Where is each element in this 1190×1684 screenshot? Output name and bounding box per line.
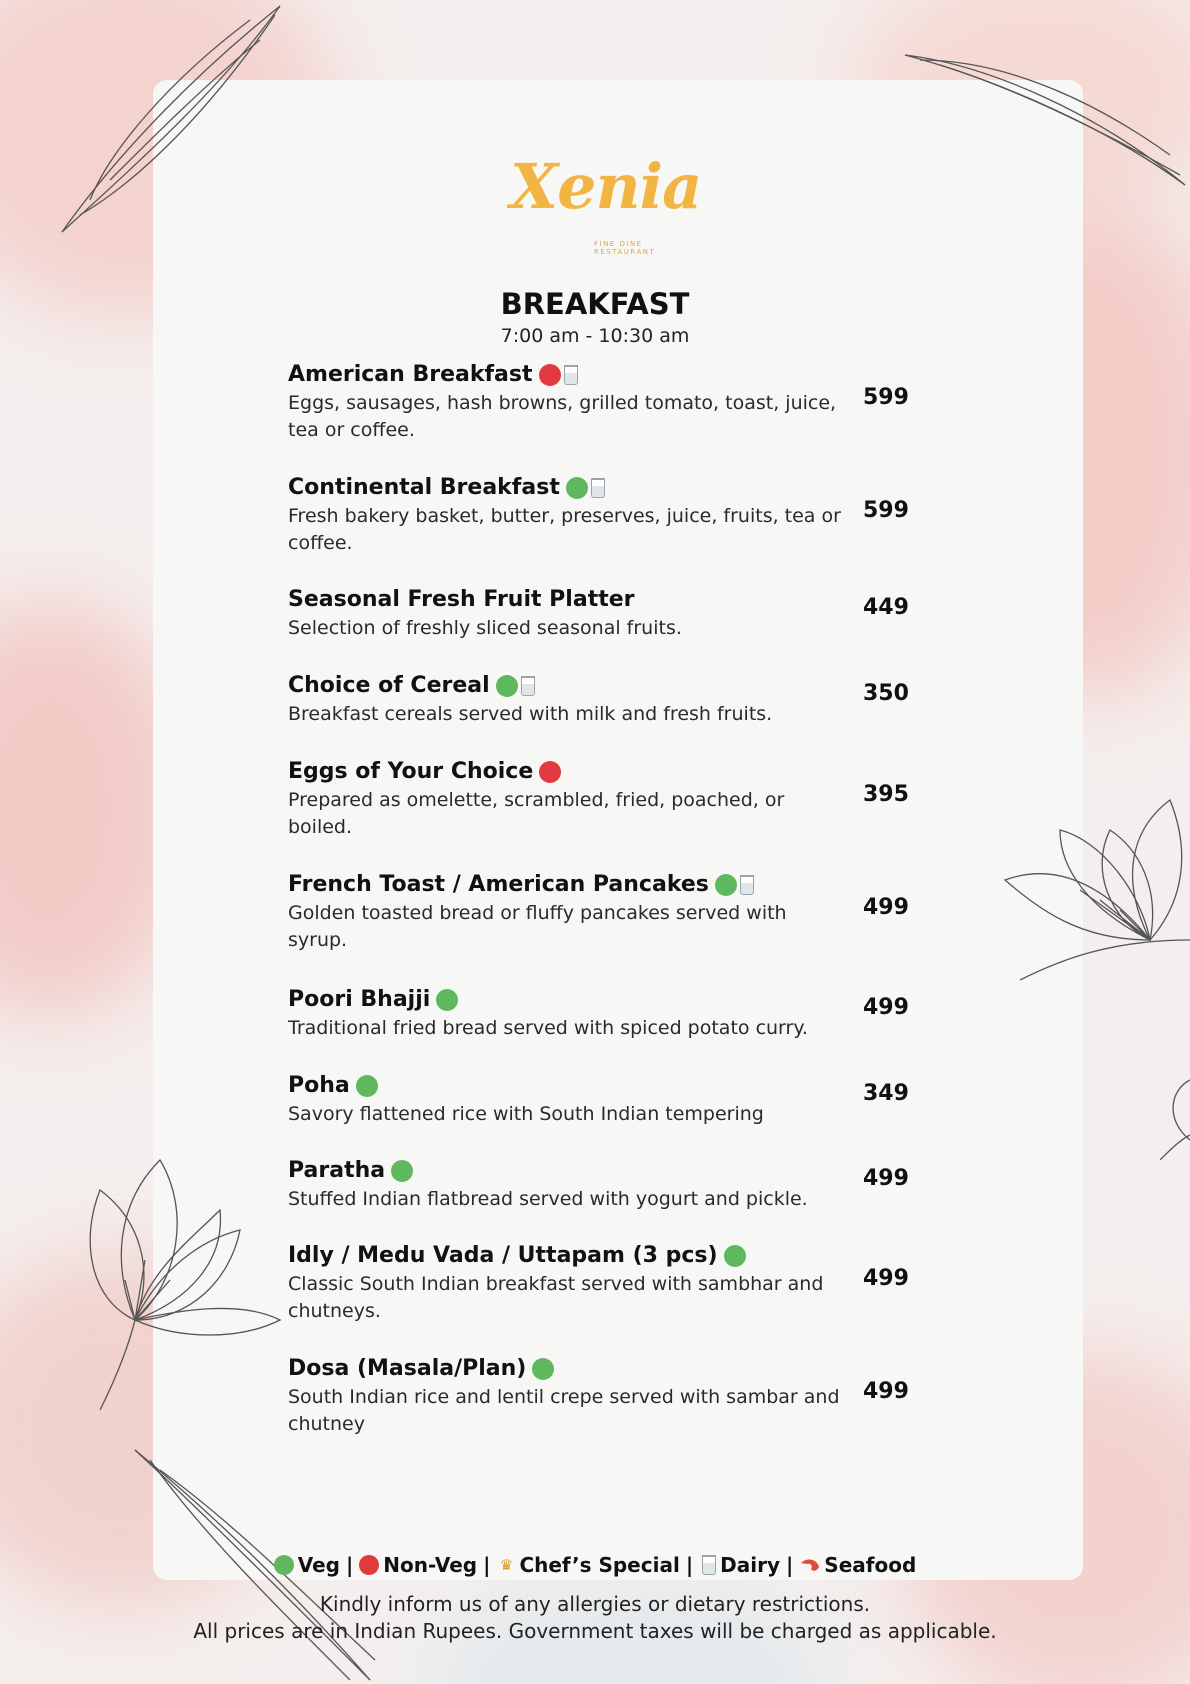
chef-hat-icon: ♛ [499,1556,514,1574]
nonveg-dot-icon [359,1555,379,1575]
dairy-glass-icon [740,875,754,895]
menu-item [288,473,968,557]
item-name: Seasonal Fresh Fruit Platter [288,587,635,612]
menu-title: BREAKFAST [500,287,690,321]
menu-hours: 7:00 am - 10:30 am [500,325,690,347]
menu-item [288,585,968,642]
item-description: Golden toasted bread or fluffy pancakes served with syrup. [288,902,787,951]
dairy-glass-icon [564,365,578,385]
menu-item [288,360,968,444]
item-description: Breakfast cereals served with milk and fresh fruits. [288,703,773,725]
brand-subtitle [594,240,684,256]
item-price: 599 [863,498,909,523]
item-description: Fresh bakery basket, butter, preserves, juice, fruits, tea or coffee. [288,505,841,554]
veg-dot-icon [496,675,518,697]
item-description: Stuffed Indian flatbread served with yogurt and pickle. [288,1188,808,1210]
item-name: Poori Bhajji [288,987,431,1012]
leaf-top-right-icon [900,45,1190,195]
veg-dot-icon [274,1555,294,1575]
legend-separator: | [483,1553,491,1577]
veg-dot-icon [436,989,458,1011]
item-price: 349 [863,1081,909,1106]
item-description: Prepared as omelette, scrambled, fried, poached, or boiled. [288,789,785,838]
menu-item [288,1354,968,1438]
item-name: Idly / Medu Vada / Uttapam (3 pcs) [288,1243,718,1268]
legend-veg: Veg [297,1553,340,1577]
item-price: 449 [863,595,909,620]
item-price: 499 [863,995,909,1020]
item-description: Classic South Indian breakfast served with sambhar and chutneys. [288,1273,824,1322]
veg-dot-icon [391,1160,413,1182]
veg-dot-icon [532,1358,554,1380]
item-price: 499 [863,1266,909,1291]
legend-separator: | [685,1553,694,1577]
item-description: Selection of freshly sliced seasonal fruits. [288,617,682,639]
diet-legend [0,1553,1190,1577]
item-name: Eggs of Your Choice [288,759,534,784]
flower-edge-right-icon [1160,1060,1190,1160]
menu-item [288,870,968,954]
legend-chef: Chef’s Special [519,1553,680,1577]
shrimp-icon [799,1557,821,1573]
legend-separator: | [785,1553,794,1577]
item-price: 395 [863,782,909,807]
menu-item [288,671,968,728]
veg-dot-icon [724,1245,746,1267]
veg-dot-icon [715,874,737,896]
menu-item [288,1071,968,1128]
item-price: 499 [863,1166,909,1191]
menu-item [288,757,968,841]
flower-left-icon [30,1140,290,1420]
price-note: All prices are in Indian Rupees. Government taxes will be charged as applicable. [193,1619,997,1643]
item-description: Eggs, sausages, hash browns, grilled tomato, toast, juice, tea or coffee. [288,392,837,441]
dairy-glass-icon [591,478,605,498]
item-price: 499 [863,895,909,920]
menu-item [288,1241,968,1325]
legend-nonveg: Non-Veg [383,1553,478,1577]
item-name: American Breakfast [288,362,533,387]
dairy-glass-icon [702,1555,716,1575]
leaf-top-left-icon [50,0,290,250]
item-description: South Indian rice and lentil crepe served with sambar and chutney [288,1386,840,1435]
item-price: 350 [863,681,909,706]
allergy-note: Kindly inform us of any allergies or dietary restrictions. [319,1592,871,1616]
legend-dairy: Dairy [720,1553,780,1577]
brand-subtitle-line1: FINE DINE [594,240,643,248]
nonveg-dot-icon [539,761,561,783]
veg-dot-icon [566,477,588,499]
legend-separator: | [345,1553,354,1577]
item-description: Traditional fried bread served with spiced potato curry. [288,1017,808,1039]
dairy-glass-icon [521,676,535,696]
item-name: Dosa (Masala/Plan) [288,1356,527,1381]
item-name: Paratha [288,1158,386,1183]
brand-logo [510,150,702,270]
veg-dot-icon [356,1075,378,1097]
item-price: 599 [863,385,909,410]
menu-item [288,1156,968,1213]
brand-wordmark: Xenia [510,150,702,223]
item-description: Savory flattened rice with South Indian tempering [288,1103,764,1125]
flower-right-icon [1000,790,1190,990]
item-price: 499 [863,1379,909,1404]
brand-subtitle-line2: RESTAURANT [594,248,656,256]
nonveg-dot-icon [539,364,561,386]
legend-seafood: Seafood [824,1553,917,1577]
menu-item [288,985,968,1042]
item-name: Poha [288,1073,350,1098]
item-name: French Toast / American Pancakes [288,872,709,897]
item-name: Choice of Cereal [288,673,490,698]
item-name: Continental Breakfast [288,475,560,500]
